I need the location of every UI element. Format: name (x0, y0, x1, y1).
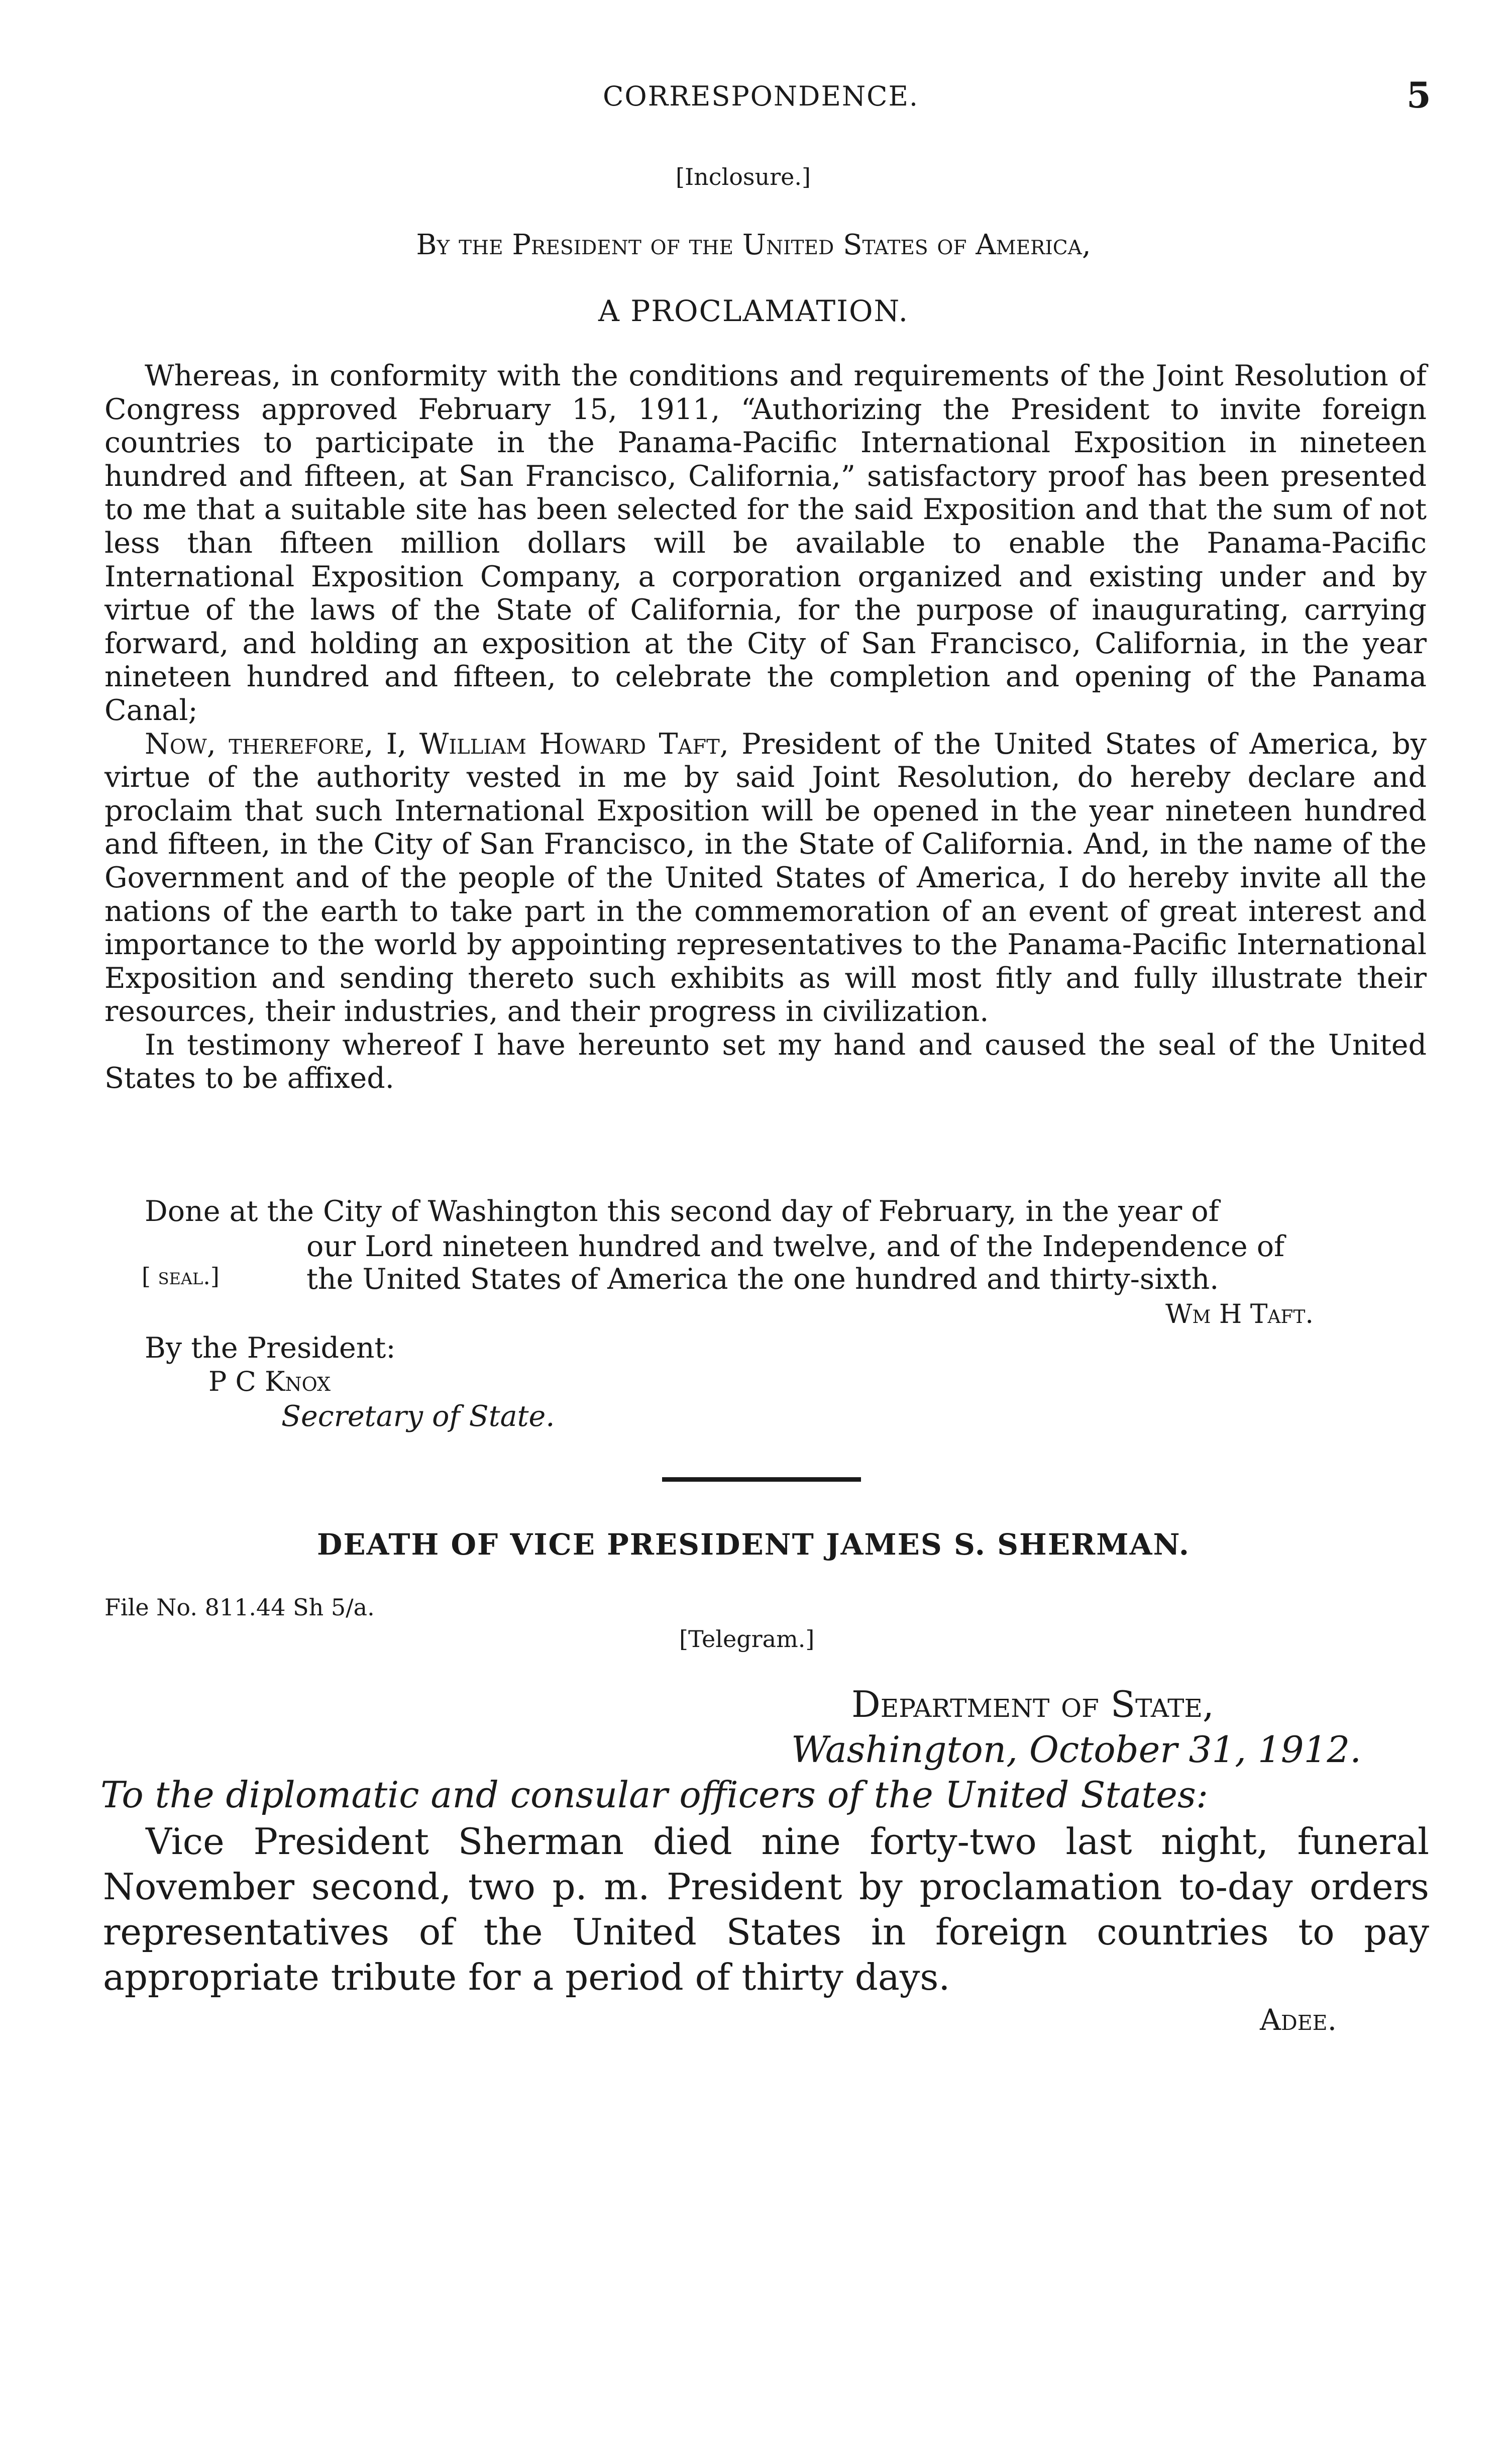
page-number: 5 (1407, 74, 1431, 116)
dateline: Washington, October 31, 1912. (791, 1728, 1362, 1771)
proclamation-issuer: By the President of the United States of America, (416, 229, 1091, 261)
knox-signature: P C Knox (208, 1366, 331, 1397)
secretary-title: Secretary of State. (281, 1400, 555, 1433)
done-line-2: our Lord nineteen hundred and twelve, and of the Independence of (306, 1230, 1285, 1263)
proclamation-paragraph-now-therefore (104, 728, 1427, 1029)
proclamation-lead-phrase: Now, therefore, I, William Howard Taft, (145, 727, 729, 761)
proclamation-paragraph-whereas: Whereas, in conformity with the conditions and requirements of the Joint Resolution of Congress approved February 15, 1911, “Authorizing the President to invite foreign countries to participate in the Panama-Pacific International Exposition in nineteen hundred and fifteen, at San Francisco, California,” satisfactory proof has been presented to me that a suitable site has been selected for the said Exposition and that the sum of not less than fifteen million dollars will be available to enable the Panama-Pacific International Exposition Company, a corporation organized and existing under and by virtue of the laws of the State of California, for the purpose of inaugurating, carrying forward, and holding an exposition at the City of San Francisco, California, in the year nineteen hundred and fifteen, to celebrate the completion and opening of the Panama Canal; (104, 359, 1427, 727)
telegram-label: [Telegram.] (679, 1625, 815, 1653)
proclamation-title: A PROCLAMATION. (598, 294, 909, 328)
proclamation-paragraph-text: President of the United States of America, by virtue of the authority vested in me by said Joint Resolution, do hereby declare and proclaim that such International Exposition will be opened in the year nineteen hundred and fifteen, in the City of San Francisco, in the State of California. And, in the name of the Government and of the people of the United States of America, I do hereby invite all the nations of the earth to take part in the commemoration of an event of great interest and importance to the world by appointing representatives to the Panama-Pacific International Exposition and sending thereto such exhibits as will most fitly and fully illustrate their resources, their industries, and their progress in civilization. (104, 727, 1427, 1029)
done-line-1: Done at the City of Washington this second day of February, in the year of (145, 1195, 1219, 1228)
section-divider (662, 1477, 861, 1482)
by-the-president: By the President: (145, 1331, 396, 1365)
file-number: File No. 811.44 Sh 5/a. (104, 1594, 375, 1621)
taft-signature: Wm H Taft. (1165, 1299, 1314, 1329)
running-head: CORRESPONDENCE. (603, 80, 919, 112)
section-title: DEATH OF VICE PRESIDENT JAMES S. SHERMAN. (317, 1527, 1190, 1562)
inclosure-label: [Inclosure.] (676, 163, 811, 190)
seal-mark: [ seal.] (142, 1263, 220, 1290)
salutation: To the diplomatic and consular officers of the United States: (100, 1774, 1209, 1816)
adee-signature: Adee. (1260, 2003, 1337, 2037)
telegram-body: Vice President Sherman died nine forty-two last night, funeral November second, two p. m. President by proclamation to-day orders representatives of the United States in foreign countries to pay appropriate tribute for a period of thirty days. (103, 1820, 1429, 1998)
department-heading: Department of State, (851, 1683, 1214, 1725)
done-line-3: the United States of America the one hundred and thirty-sixth. (306, 1263, 1219, 1296)
proclamation-body (104, 359, 1427, 1095)
proclamation-paragraph-testimony: In testimony whereof I have hereunto set my hand and caused the seal of the United States to be affixed. (104, 1028, 1427, 1095)
